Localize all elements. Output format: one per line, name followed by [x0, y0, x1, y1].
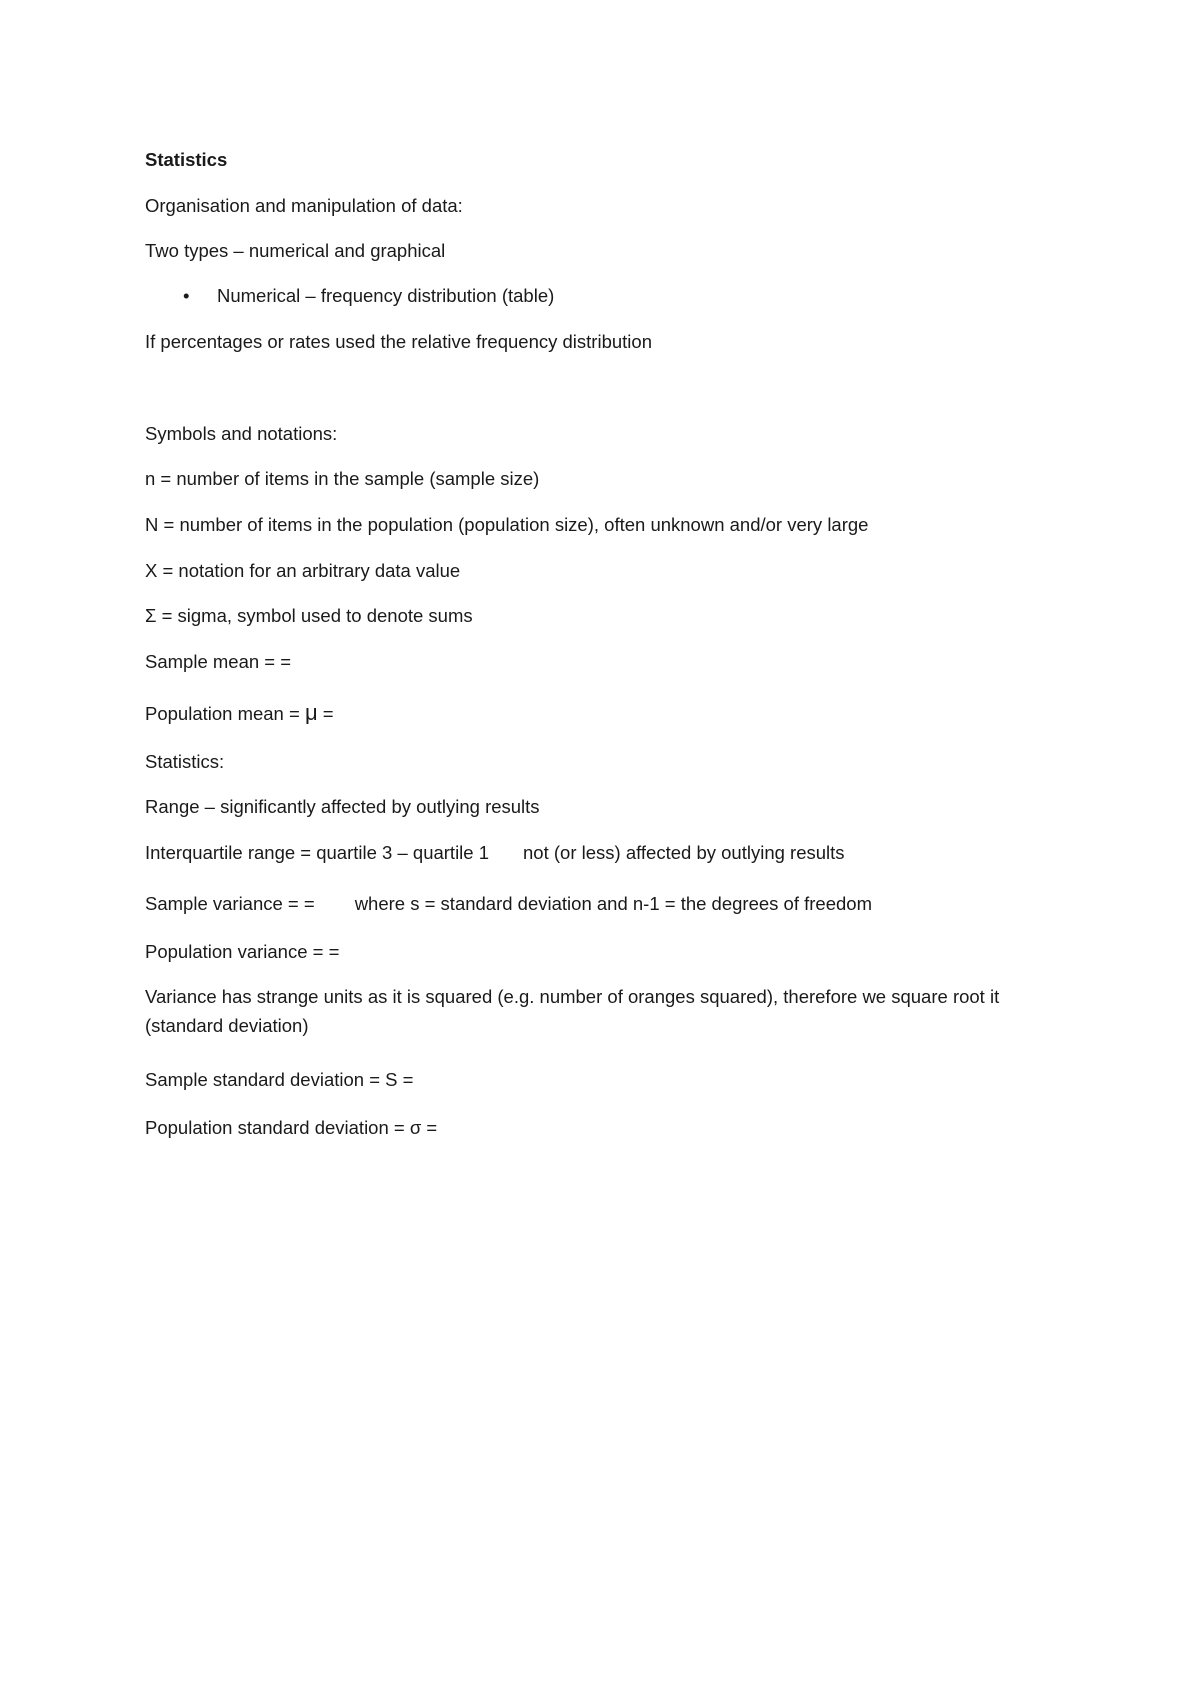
population-sd-line: Population standard deviation = σ =: [145, 1117, 438, 1138]
sample-mean-line: Sample mean = =: [145, 651, 292, 672]
N-definition: N = number of items in the population (population size), often unknown and/or very large: [145, 514, 869, 535]
document-title: Statistics: [145, 149, 228, 170]
range-definition: Range – significantly affected by outlying results: [145, 796, 540, 817]
two-types-line: Two types – numerical and graphical: [145, 240, 446, 261]
statistics-heading: Statistics:: [145, 751, 225, 772]
variance-units-paragraph: Variance has strange units as it is squared (e.g. number of oranges squared), therefore we square root it (standard deviation): [145, 986, 1000, 1036]
population-mean-label: Population mean =: [145, 703, 305, 724]
population-mean-line: [145, 701, 334, 726]
symbols-heading: Symbols and notations:: [145, 423, 338, 444]
sample-variance-note: where s = standard deviation and n-1 = the degrees of freedom: [354, 893, 872, 914]
mu-symbol: μ: [304, 700, 318, 725]
sample-variance-line: [145, 892, 872, 916]
sample-sd-line: Sample standard deviation = S =: [145, 1069, 414, 1090]
X-definition: X = notation for an arbitrary data value: [145, 560, 461, 581]
population-mean-equals: =: [317, 703, 334, 724]
organisation-heading: Organisation and manipulation of data:: [145, 195, 463, 216]
sample-variance-label: Sample variance = =: [145, 893, 315, 914]
relative-frequency-line: If percentages or rates used the relative frequency distribution: [145, 331, 652, 352]
population-variance-line: Population variance = =: [145, 941, 340, 962]
n-definition: n = number of items in the sample (sample size): [145, 468, 540, 489]
sigma-definition: Σ = sigma, symbol used to denote sums: [145, 605, 473, 626]
bullet-numerical: Numerical – frequency distribution (table): [217, 285, 555, 306]
iqr-line: [145, 841, 845, 865]
iqr-definition: Interquartile range = quartile 3 – quartile 1: [145, 842, 490, 863]
bullet-icon: •: [183, 285, 190, 306]
iqr-note: not (or less) affected by outlying results: [523, 842, 845, 863]
